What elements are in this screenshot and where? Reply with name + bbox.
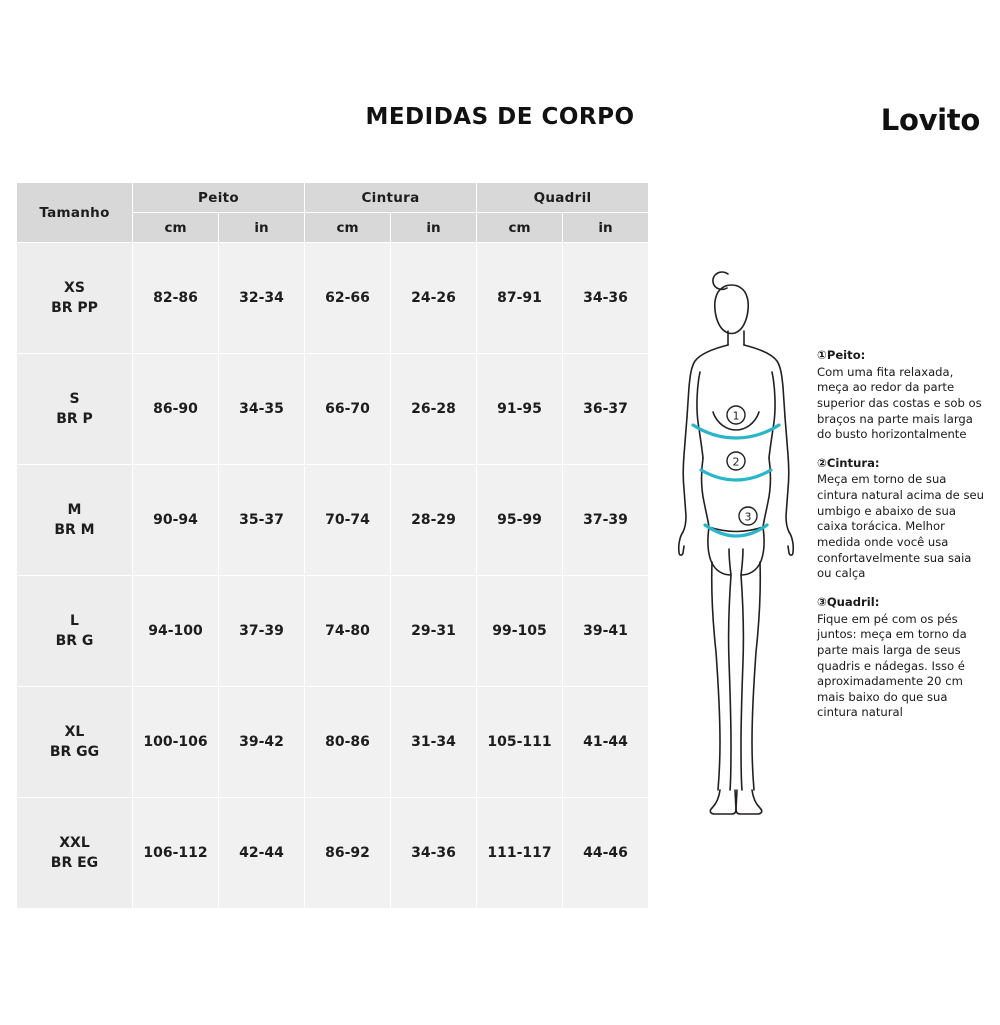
table-header-quadril-cm: cm: [477, 213, 563, 243]
size-chart-table: [16, 182, 649, 909]
cell-cintura-cm: 80-86: [305, 687, 391, 798]
size-intl: XXL: [59, 834, 90, 851]
body-figure: [655, 262, 815, 842]
note-peito-title: ①Peito:: [817, 348, 866, 362]
cell-cintura-cm: 74-80: [305, 576, 391, 687]
measurement-instructions: [817, 348, 987, 734]
table-header-group-peito: Peito: [133, 183, 305, 213]
size-intl: S: [69, 390, 80, 407]
note-peito: [817, 348, 987, 443]
cell-cintura-in: 29-31: [391, 576, 477, 687]
note-quadril: [817, 595, 987, 721]
size-label: [17, 576, 133, 687]
table-header-quadril-in: in: [563, 213, 649, 243]
waist-measure-line: [701, 470, 771, 480]
cell-peito-in: 32-34: [219, 243, 305, 354]
svg-text:1: 1: [732, 409, 740, 423]
note-peito-body: Com uma fita relaxada, meça ao redor da parte superior das costas e sob os braços na parte mais larga do busto horizontalmente: [817, 364, 982, 442]
table-row: [17, 576, 649, 687]
bust-measure-line: [693, 425, 779, 438]
brand-logo: Lovito: [880, 103, 980, 137]
size-label: [17, 243, 133, 354]
hip-measure-line: [705, 525, 767, 536]
cell-peito-cm: 86-90: [133, 354, 219, 465]
cell-quadril-cm: 87-91: [477, 243, 563, 354]
table-header-peito-in: in: [219, 213, 305, 243]
table-header-cintura-in: in: [391, 213, 477, 243]
cell-cintura-cm: 62-66: [305, 243, 391, 354]
cell-quadril-in: 44-46: [563, 798, 649, 909]
cell-quadril-in: 41-44: [563, 687, 649, 798]
size-intl: L: [70, 612, 79, 629]
cell-peito-in: 42-44: [219, 798, 305, 909]
cell-quadril-in: 36-37: [563, 354, 649, 465]
cell-peito-in: 35-37: [219, 465, 305, 576]
table-row: [17, 354, 649, 465]
cell-cintura-cm: 66-70: [305, 354, 391, 465]
female-body-diagram-icon: [655, 262, 815, 842]
cell-quadril-in: 37-39: [563, 465, 649, 576]
cell-quadril-cm: 111-117: [477, 798, 563, 909]
cell-cintura-in: 26-28: [391, 354, 477, 465]
cell-cintura-in: 34-36: [391, 798, 477, 909]
cell-quadril-cm: 91-95: [477, 354, 563, 465]
page-title: MEDIDAS DE CORPO: [365, 104, 635, 130]
cell-peito-cm: 82-86: [133, 243, 219, 354]
table-header-size: Tamanho: [17, 183, 133, 243]
cell-cintura-cm: 70-74: [305, 465, 391, 576]
cell-quadril-cm: 95-99: [477, 465, 563, 576]
table-header-group-cintura: Cintura: [305, 183, 477, 213]
cell-quadril-cm: 105-111: [477, 687, 563, 798]
size-br: BR P: [56, 411, 93, 427]
marker-3: [739, 507, 757, 525]
svg-text:3: 3: [744, 510, 752, 524]
cell-peito-cm: 90-94: [133, 465, 219, 576]
note-quadril-title: ③Quadril:: [817, 594, 880, 609]
cell-cintura-in: 31-34: [391, 687, 477, 798]
table-header: [17, 183, 649, 243]
note-cintura: [817, 456, 987, 582]
cell-peito-in: 39-42: [219, 687, 305, 798]
table-row: [17, 687, 649, 798]
size-intl: XL: [64, 723, 85, 740]
table-header-cintura-cm: cm: [305, 213, 391, 243]
cell-cintura-in: 28-29: [391, 465, 477, 576]
svg-text:2: 2: [732, 455, 740, 469]
table-header-group-quadril: Quadril: [477, 183, 649, 213]
size-intl: XS: [64, 279, 85, 296]
cell-quadril-in: 34-36: [563, 243, 649, 354]
cell-peito-in: 34-35: [219, 354, 305, 465]
size-br: BR M: [54, 522, 95, 538]
size-br: BR EG: [50, 855, 99, 871]
size-label: [17, 687, 133, 798]
table-row: [17, 798, 649, 909]
table-row: [17, 465, 649, 576]
cell-peito-in: 37-39: [219, 576, 305, 687]
size-br: BR GG: [49, 744, 100, 760]
size-intl: M: [67, 501, 82, 518]
table-row: [17, 243, 649, 354]
size-br: BR G: [55, 633, 94, 649]
marker-2: [727, 452, 745, 470]
note-quadril-body: Fique em pé com os pés juntos: meça em torno da parte mais larga de seus quadris e nádegas. Isso é aproximadamente 20 cm mais baixo do que sua cintura natural: [817, 611, 967, 720]
cell-quadril-in: 39-41: [563, 576, 649, 687]
cell-peito-cm: 100-106: [133, 687, 219, 798]
size-label: [17, 354, 133, 465]
cell-cintura-cm: 86-92: [305, 798, 391, 909]
cell-quadril-cm: 99-105: [477, 576, 563, 687]
note-cintura-title: ②Cintura:: [817, 455, 880, 470]
cell-peito-cm: 94-100: [133, 576, 219, 687]
table-header-peito-cm: cm: [133, 213, 219, 243]
size-label: [17, 465, 133, 576]
cell-peito-cm: 106-112: [133, 798, 219, 909]
size-br: BR PP: [51, 300, 98, 316]
note-cintura-body: Meça em torno de sua cintura natural acima de seu umbigo e abaixo de sua caixa torácica. Melhor medida onde você usa confortavelmente sua saia ou calça: [817, 472, 984, 581]
cell-cintura-in: 24-26: [391, 243, 477, 354]
marker-1: [727, 406, 745, 424]
size-label: [17, 798, 133, 909]
